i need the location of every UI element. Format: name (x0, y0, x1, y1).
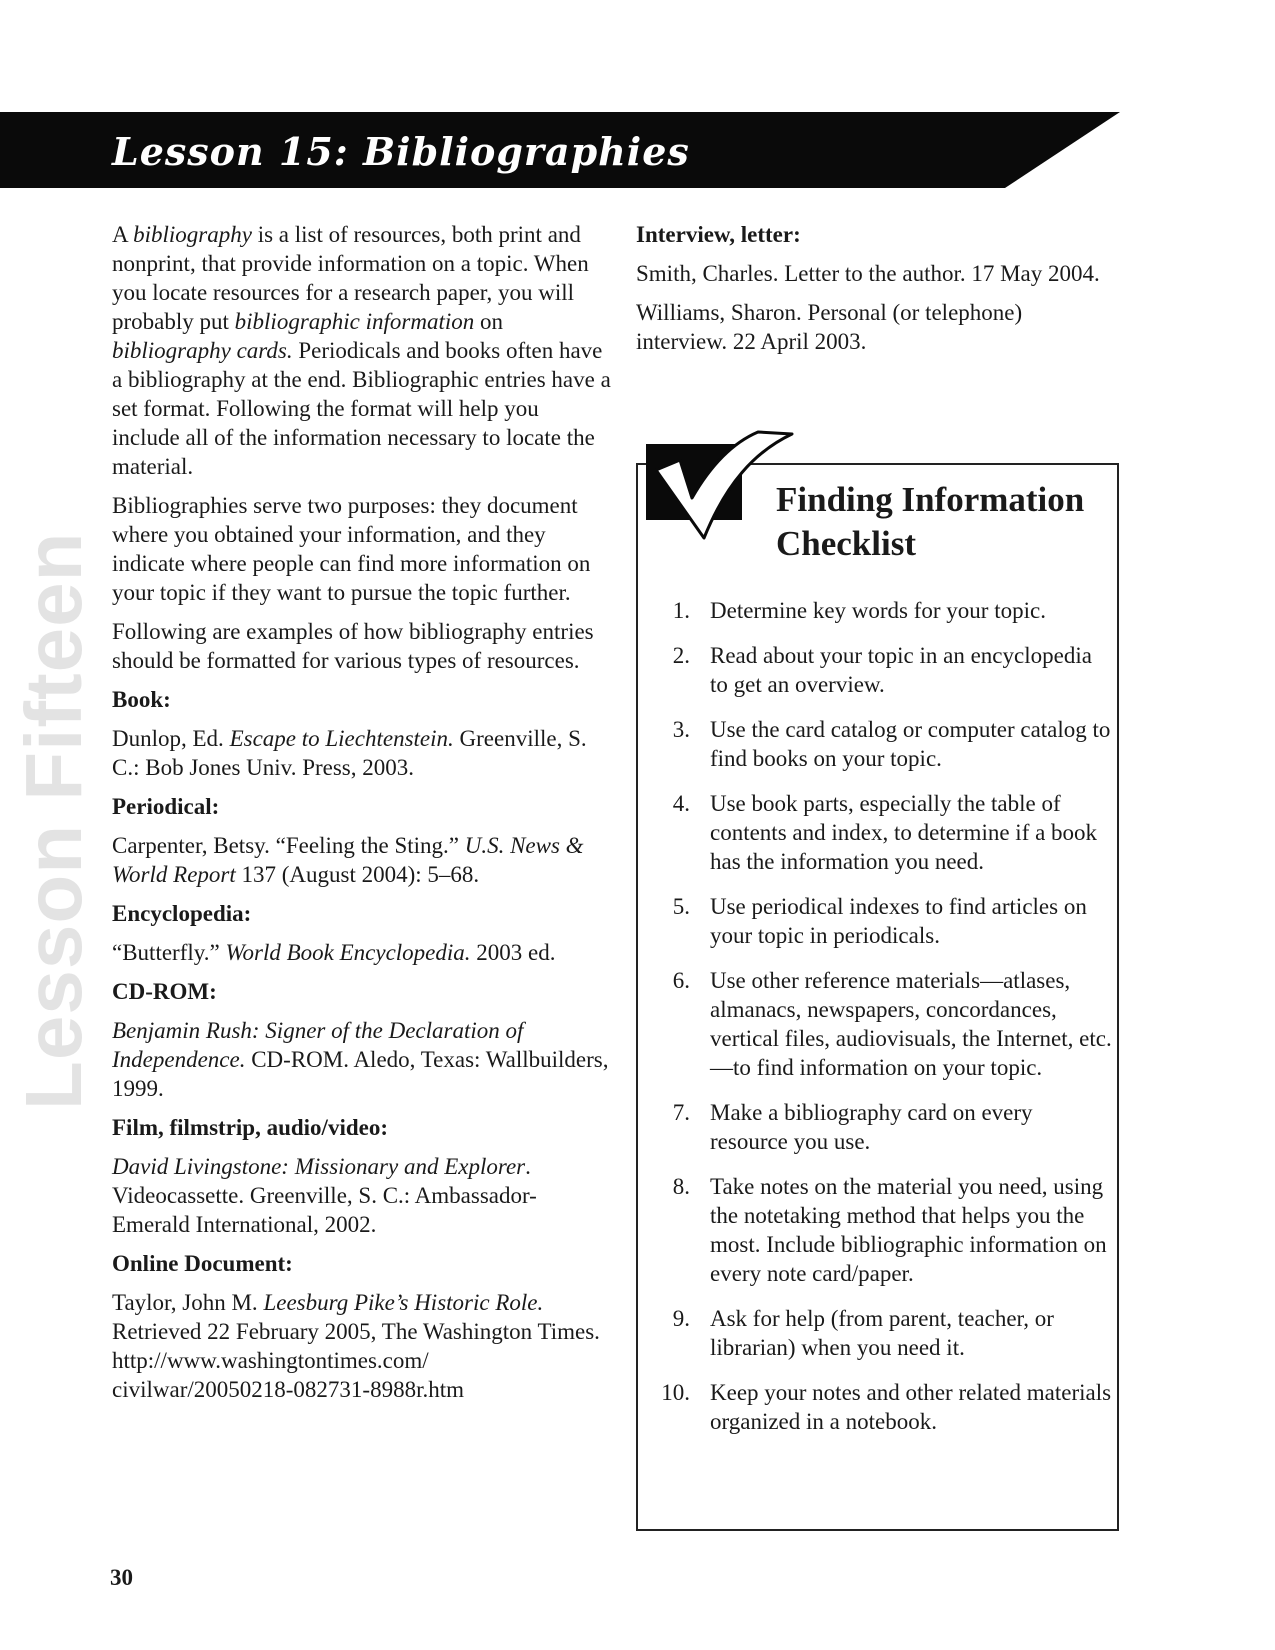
checklist-item (652, 1172, 1112, 1288)
checklist-item-number: 2. (672, 643, 690, 668)
encyclopedia-heading: Encyclopedia: (112, 901, 252, 926)
checklist-item (652, 966, 1112, 1082)
interview-entry-2: Williams, Sharon. Personal (or telephone) interview. 22 April 2003. (636, 300, 1023, 354)
checklist-item-text: Take notes on the material you need, using the notetaking method that helps you the most. Include bibliographic information on every note card/paper. (710, 1174, 1107, 1286)
book-entry: Dunlop, Ed. Escape to Liechtenstein. Greenville, S. C.: Bob Jones Univ. Press, 2003. (112, 726, 587, 780)
checklist-item (652, 596, 1112, 625)
checklist-item-text: Determine key words for your topic. (710, 598, 1046, 623)
interview-heading: Interview, letter: (636, 222, 801, 247)
interview-entry-1: Smith, Charles. Letter to the author. 17 May 2004. (636, 261, 1100, 286)
checklist-item-text: Use other reference materials—atlases, almanacs, newspapers, concordances, vertical files, audiovisuals, the Internet, etc.—to find information on your topic. (710, 968, 1112, 1080)
checklist-item-text: Use the card catalog or computer catalog to find books on your topic. (710, 717, 1111, 771)
online-entry: Taylor, John M. Leesburg Pike’s Historic Role. Retrieved 22 February 2005, The Washington Times. http://www.washingtontimes.com/ civilwar/20050218-082731-8988r.htm (112, 1290, 600, 1402)
checklist-item (652, 1098, 1112, 1156)
checklist-item-text: Use book parts, especially the table of contents and index, to determine if a book has the information you need. (710, 791, 1098, 874)
online-heading: Online Document: (112, 1251, 293, 1276)
film-entry: David Livingstone: Missionary and Explorer. Videocassette. Greenville, S. C.: Ambassador-Emerald International, 2002. (112, 1154, 537, 1237)
purposes-paragraph: Bibliographies serve two purposes: they document where you obtained your information, and they indicate where people can find more information on your topic if they want to pursue the topic further. (112, 493, 591, 605)
checklist-item-number: 1. (672, 598, 690, 623)
checklist-item-number: 4. (672, 791, 690, 816)
cdrom-heading: CD-ROM: (112, 979, 217, 1004)
checklist-item-text: Keep your notes and other related materials organized in a notebook. (710, 1380, 1112, 1434)
checklist-item (652, 715, 1112, 773)
intro-paragraph: A bibliography is a list of resources, both print and nonprint, that provide information on a topic. When you locate resources for a research paper, you will probably put bibliographic information on bibliography cards. Periodicals and books often have a bibliography at the end. Bibliographic entries have a set format. Following the format will help you include all of the information necessary to locate the material. (112, 222, 611, 479)
lesson-banner (0, 112, 1120, 188)
lesson-title: Lesson 15: Bibliographies (112, 129, 690, 174)
checklist-item-number: 6. (672, 968, 690, 993)
checklist-item-text: Make a bibliography card on every resource you use. (710, 1100, 1033, 1154)
right-column (636, 220, 1116, 366)
film-heading: Film, filmstrip, audio/video: (112, 1115, 388, 1140)
checkmark-icon (646, 426, 796, 544)
book-heading: Book: (112, 687, 171, 712)
periodical-heading: Periodical: (112, 794, 220, 819)
checklist-item (652, 789, 1112, 876)
cdrom-entry: Benjamin Rush: Signer of the Declaration of Independence. CD-ROM. Aledo, Texas: Wallbuilders, 1999. (112, 1018, 609, 1101)
periodical-entry: Carpenter, Betsy. “Feeling the Sting.” U.S. News & World Report 137 (August 2004): 5–68. (112, 833, 584, 887)
checklist-item-number: 7. (672, 1100, 690, 1125)
checklist-item-text: Use periodical indexes to find articles on your topic in periodicals. (710, 894, 1087, 948)
checklist-item-number: 3. (672, 717, 690, 742)
checklist-item (652, 1304, 1112, 1362)
checklist-item-number: 9. (672, 1306, 690, 1331)
side-tab-label: Lesson Fifteen (9, 531, 98, 1110)
checklist-item-number: 10. (661, 1380, 690, 1405)
checklist-list (652, 596, 1112, 1452)
encyclopedia-entry: “Butterfly.” World Book Encyclopedia. 2003 ed. (112, 940, 556, 965)
checklist-item (652, 641, 1112, 699)
examples-paragraph: Following are examples of how bibliography entries should be formatted for various types of resources. (112, 619, 594, 673)
left-column (112, 220, 612, 1414)
checklist-title: Finding Information Checklist (776, 480, 1085, 563)
checklist-item-number: 8. (672, 1174, 690, 1199)
checklist-item (652, 892, 1112, 950)
checklist-item-text: Read about your topic in an encyclopedia to get an overview. (710, 643, 1092, 697)
checklist-item-text: Ask for help (from parent, teacher, or librarian) when you need it. (710, 1306, 1054, 1360)
page-number: 30 (110, 1565, 133, 1590)
checklist-item-number: 5. (672, 894, 690, 919)
checklist-item (652, 1378, 1112, 1436)
